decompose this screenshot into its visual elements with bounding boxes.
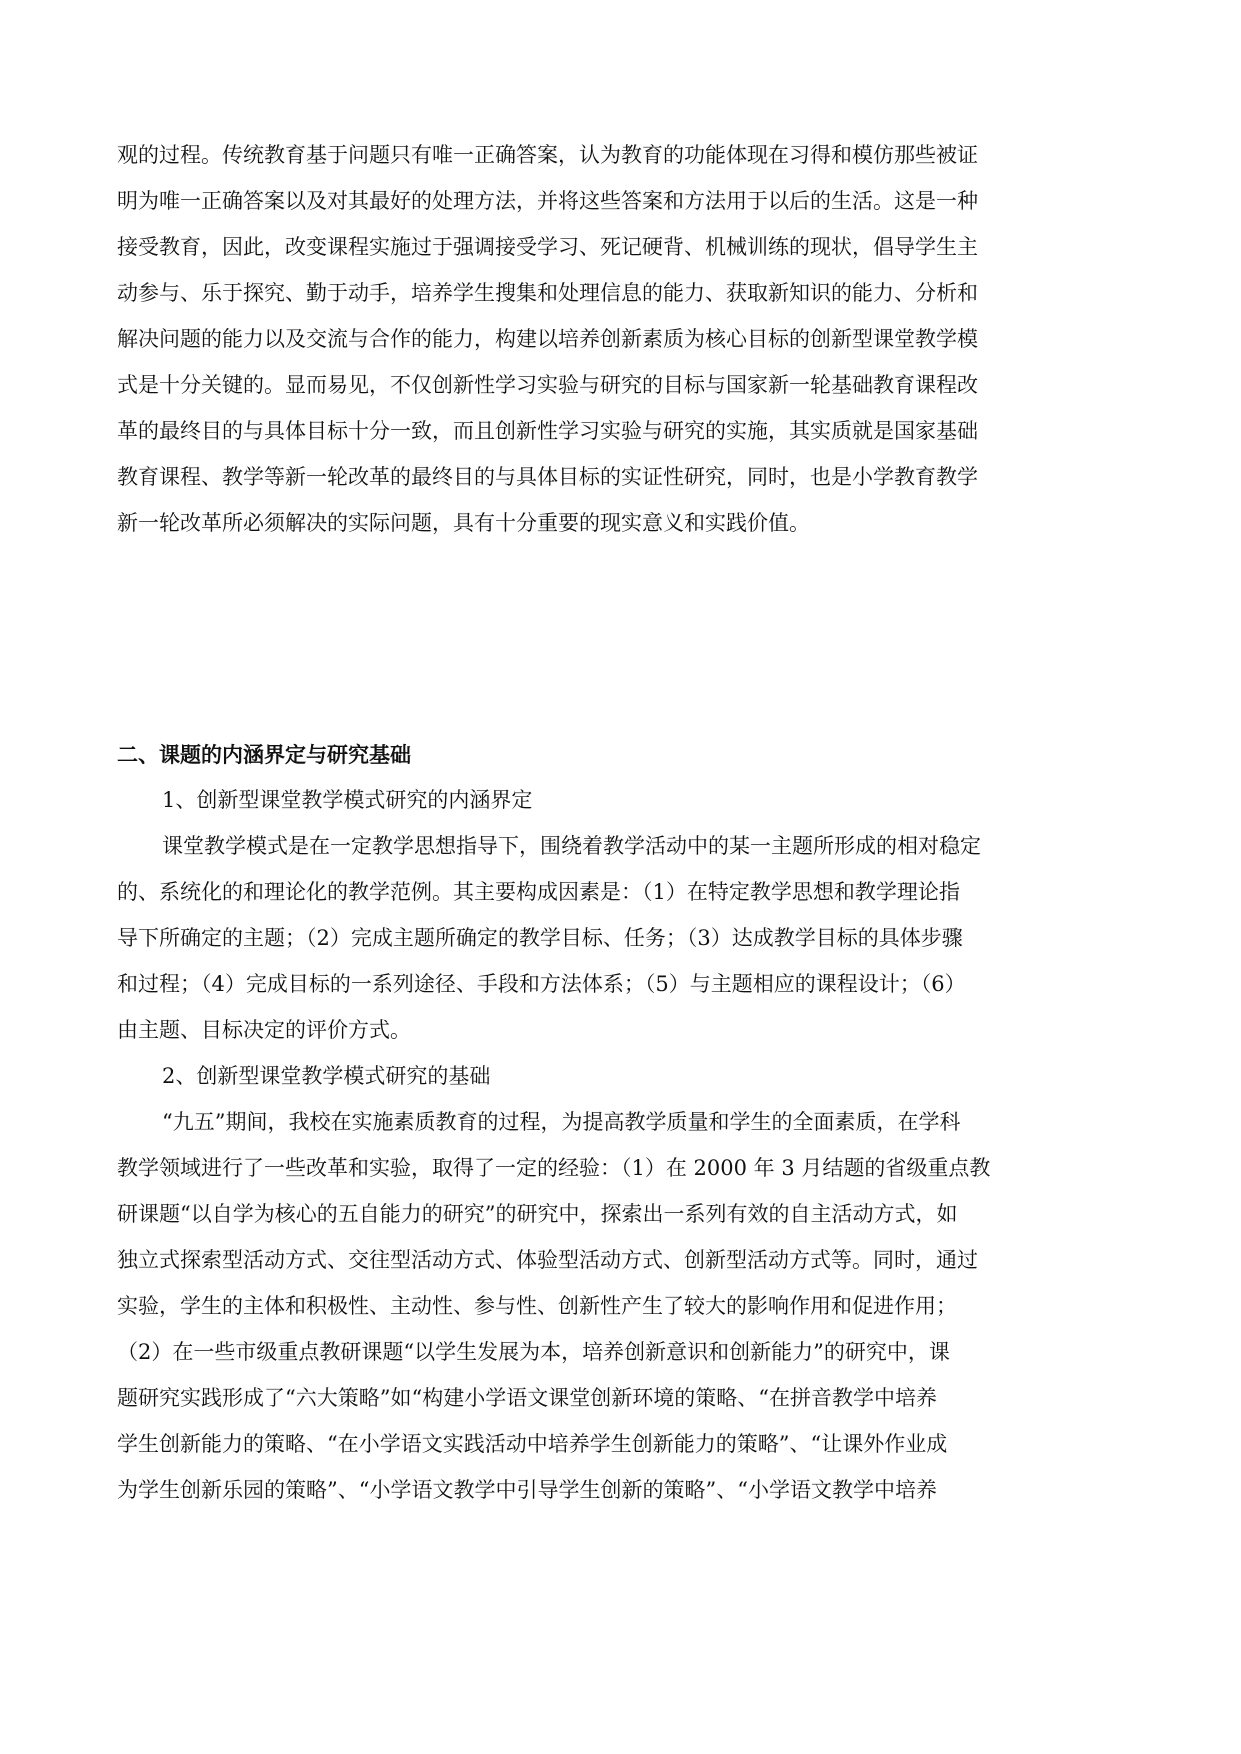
text-line: 的、系统化的和理论化的教学范例。其主要构成因素是：（1）在特定教学思想和教学理论指 [117,880,960,904]
text-line: 独立式探索型活动方式、交往型活动方式、体验型活动方式、创新型活动方式等。同时，通过 [117,1248,978,1272]
text-line: 观的过程。传统教育基于问题只有唯一正确答案，认为教育的功能体现在习得和模仿那些被证 [117,143,978,167]
text-line: 导下所确定的主题；（2）完成主题所确定的教学目标、任务；（3）达成教学目标的具体步骤 [117,926,963,950]
text-line: 题研究实践形成了“六大策略”如“构建小学语文课堂创新环境的策略、“在拼音教学中培养 [117,1386,937,1410]
subsection-heading-2: 2、创新型课堂教学模式研究的基础 [162,1064,491,1088]
text-line: 为学生创新乐园的策略”、“小学语文教学中引导学生创新的策略”、“小学语文教学中培养 [117,1478,937,1502]
text-line: 动参与、乐于探究、勤于动手，培养学生搜集和处理信息的能力、获取新知识的能力、分析和 [117,281,978,305]
text-line: “九五”期间，我校在实施素质教育的过程，为提高教学质量和学生的全面素质，在学科 [162,1110,961,1134]
text-line: 课堂教学模式是在一定教学思想指导下，围绕着教学活动中的某一主题所形成的相对稳定 [162,834,981,858]
text-line: （2）在一些市级重点教研课题“以学生发展为本，培养创新意识和创新能力”的研究中，课 [117,1340,950,1364]
text-line: 研课题“以自学为核心的五自能力的研究”的研究中，探索出一系列有效的自主活动方式，如 [117,1202,958,1226]
text-line: 学生创新能力的策略、“在小学语文实践活动中培养学生创新能力的策略”、“让课外作业成 [117,1432,948,1456]
text-line: 解决问题的能力以及交流与合作的能力，构建以培养创新素质为核心目标的创新型课堂教学模 [117,327,978,351]
text-line: 和过程；（4）完成目标的一系列途径、手段和方法体系；（5）与主题相应的课程设计；（6） [117,972,966,996]
text-line: 实验，学生的主体和积极性、主动性、参与性、创新性产生了较大的影响作用和促进作用； [117,1294,957,1318]
text-line: 式是十分关键的。显而易见，不仅创新性学习实验与研究的目标与国家新一轮基础教育课程改 [117,373,978,397]
text-line: 新一轮改革所必须解决的实际问题，具有十分重要的现实意义和实践价值。 [117,511,810,535]
text-line: 明为唯一正确答案以及对其最好的处理方法，并将这些答案和方法用于以后的生活。这是一种 [117,189,978,213]
text-line: 由主题、目标决定的评价方式。 [117,1018,411,1042]
text-line: 教学领域进行了一些改革和实验，取得了一定的经验：（1）在 2000 年 3 月结题的省级重点教 [117,1156,991,1180]
section-heading: 二、课题的内涵界定与研究基础 [117,742,411,767]
text-line: 接受教育，因此，改变课程实施过于强调接受学习、死记硬背、机械训练的现状，倡导学生主 [117,235,978,259]
subsection-heading-1: 1、创新型课堂教学模式研究的内涵界定 [162,788,533,812]
text-line: 教育课程、教学等新一轮改革的最终目的与具体目标的实证性研究，同时，也是小学教育教学 [117,465,978,489]
text-line: 革的最终目的与具体目标十分一致，而且创新性学习实验与研究的实施，其实质就是国家基础 [117,419,978,443]
